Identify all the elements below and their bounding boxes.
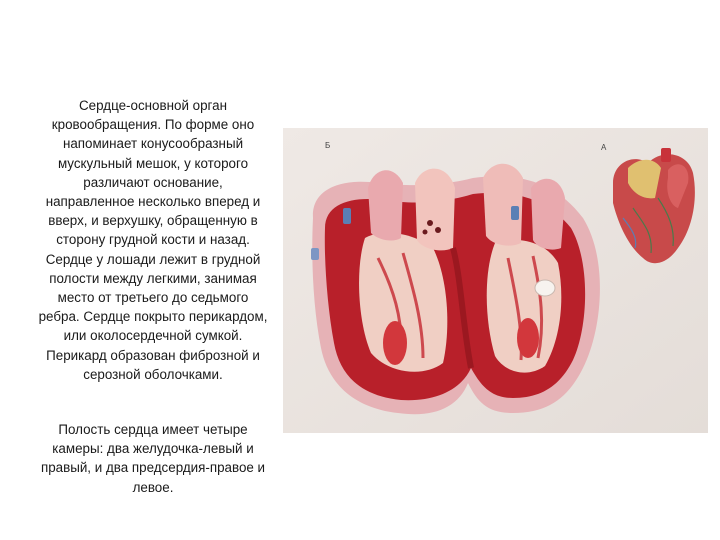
heart-model-photo: [283, 128, 708, 433]
heart-chambers-paragraph: Полость сердца имеет четыре камеры: два желудочка-левый и правый, и два предсердия-правое и левое.: [40, 422, 266, 495]
heart-description-paragraph: Сердце-основной орган кровообращения. По форме оно напоминает конусообразный мускульный мешок, у которого различают основание, направленное несколько вперед и вверх, и верхушку, обращенную в сторону грудной кости и назад. Сердце у лошади лежит в грудной полости между легкими, занимая место от третьего до седьмого ребра. Сердце покрыто перикардом, или околосердечной сумкой. Перикард образован фиброзной и серозной оболочками.: [38, 98, 268, 382]
heart-section-model: [311, 164, 600, 415]
photo-label-b: Б: [325, 141, 331, 150]
photo-label-a: А: [601, 143, 607, 152]
